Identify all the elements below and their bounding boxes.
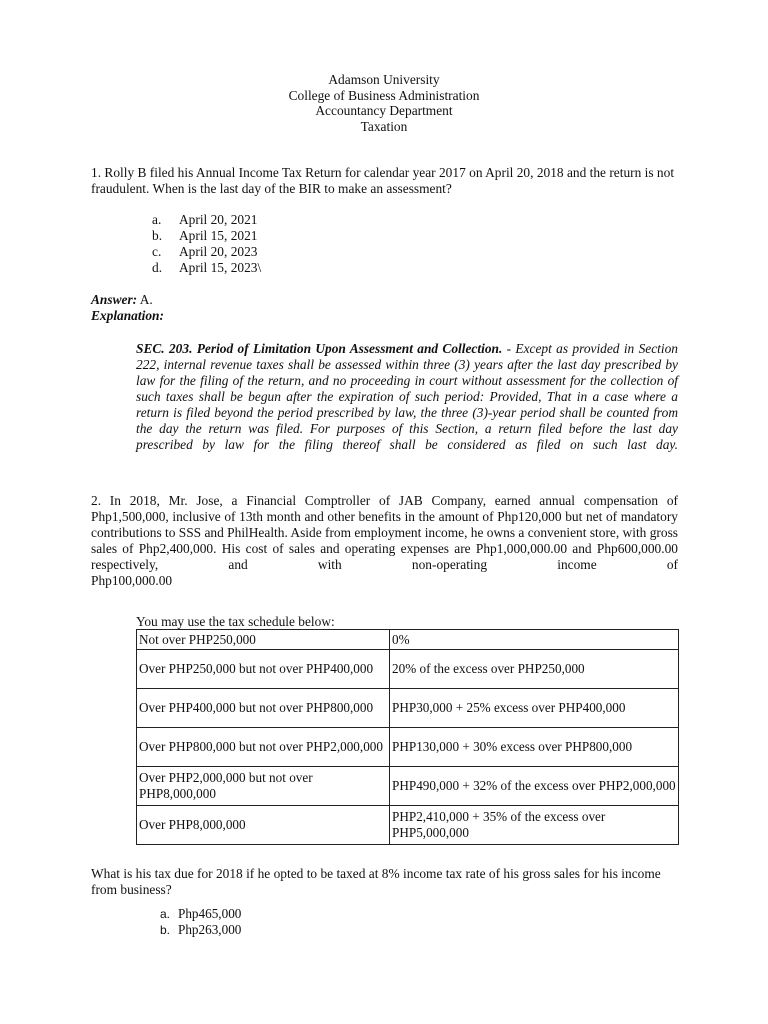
answer-label: Answer: [91,292,138,307]
tax-cell: 20% of the excess over PHP250,000 [390,650,679,689]
bracket-cell: Over PHP400,000 but not over PHP800,000 [137,689,390,728]
table-row [137,767,679,806]
choice-b: b. Php263,000 [160,922,242,937]
table-row [137,728,679,767]
question-2-body: 2. In 2018, Mr. Jose, a Financial Comptroller of JAB Company, earned annual compensation of Php1,500,000, inclusive of 13th month and other benefits in the amount of Php120,000 but net of mandatory contributions to SSS and PhilHealth. Aside from employment income, he owns a convenient store, with gross sales of Php2,400,000. His cost of sales and operating expenses are Php1,000,000.00 and Php600,000.00 respectively, and with non-operating income of [91,493,678,572]
schedule-intro: You may use the tax schedule below: [136,614,335,629]
answer-value: A. [137,292,153,307]
tax-cell: PHP490,000 + 32% of the excess over PHP2,000,000 [390,767,679,806]
tax-cell: PHP2,410,000 + 35% of the excess over PHP5,000,000 [390,806,679,845]
document-header [0,72,768,134]
question-1-text: 1. Rolly B filed his Annual Income Tax Return for calendar year 2017 on April 20, 2018 and the return is not fraudulent. When is the last day of the BIR to make an assessment? [91,165,675,196]
bracket-cell: Over PHP250,000 but not over PHP400,000 [137,650,390,689]
question-2-choices [160,906,241,938]
question-2-prompt: What is his tax due for 2018 if he opted to be taxed at 8% income tax rate of his gross sales for his income from business? [91,866,661,897]
table-row [137,650,679,689]
subject-title: Taxation [360,118,408,134]
bracket-cell: Over PHP8,000,000 [137,806,390,845]
choice-a: a. Php465,000 [160,906,242,921]
department-name: Accountancy Department [315,103,453,118]
tax-schedule-table [136,629,679,845]
explanation-label: Explanation: [91,308,164,323]
table-row [137,689,679,728]
university-name: Adamson University [328,72,440,87]
law-excerpt [136,341,678,453]
choice-a: a. April 20, 2021 [152,212,258,227]
question-2-last-line: Php100,000.00 [91,573,173,588]
law-title: SEC. 203. Period of Limitation Upon Assessment and Collection. [136,341,503,356]
college-name: College of Business Administration [288,87,480,103]
bracket-cell: Not over PHP250,000 [137,630,390,650]
bracket-cell: Over PHP800,000 but not over PHP2,000,000 [137,728,390,767]
question-2-text [91,493,678,589]
bracket-cell: Over PHP2,000,000 but not over PHP8,000,000 [137,767,390,806]
answer-block [91,292,164,324]
tax-cell: 0% [390,630,679,650]
tax-cell: PHP130,000 + 30% excess over PHP800,000 [390,728,679,767]
answer-line [91,292,164,308]
question-1-choices [152,212,261,276]
tax-cell: PHP30,000 + 25% excess over PHP400,000 [390,689,679,728]
table-row [137,806,679,845]
law-text: - Except as provided in Section 222, internal revenue taxes shall be assessed within three (3) years after the last day prescribed by law for the filing of the return, and no proceeding in court without assessment for the collection of such taxes shall be begun after the expiration of such period: Provided, That in a case where a return is filed beyond the period prescribed by law, the three (3)-year period shall be counted from the day the return was filed. For purposes of this Section, a return filed before the last day prescribed by law for the filing thereof shall be considered as filed on such last day. [136,341,678,452]
table-row [137,630,679,650]
choice-d: d. April 15, 2023\ [152,260,262,275]
choice-c: c. April 20, 2023 [152,244,258,259]
choice-b: b. April 15, 2021 [152,228,258,243]
